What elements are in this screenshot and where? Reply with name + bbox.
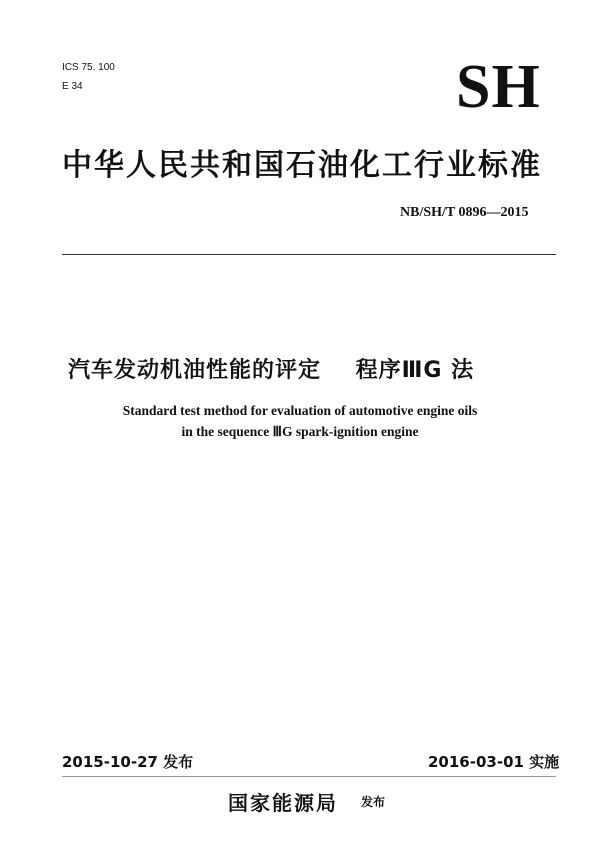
ics-code: ICS 75. 100 bbox=[62, 62, 115, 73]
issue-date: 2015-10-27 发布 bbox=[62, 753, 194, 771]
issuing-authority: 国家能源局 bbox=[228, 791, 338, 815]
document-title-en bbox=[0, 401, 600, 443]
document-title-cn: 汽车发动机油性能的评定 程序ⅢG 法 bbox=[68, 358, 475, 383]
ccs-code: E 34 bbox=[62, 81, 83, 92]
title-en-line-1: Standard test method for evaluation of automotive engine oils bbox=[122, 403, 478, 418]
issuer-suffix: 发布 bbox=[361, 795, 386, 809]
title-en-line-2: in the sequence ⅢG spark-ignition engine bbox=[181, 423, 419, 439]
standard-category-title: 中华人民共和国石油化工行业标准 bbox=[62, 148, 542, 183]
implementation-date: 2016-03-01 实施 bbox=[428, 753, 560, 771]
standard-mark: SH bbox=[456, 53, 541, 121]
header-divider bbox=[62, 254, 556, 255]
standard-number: NB/SH/T 0896—2015 bbox=[400, 205, 529, 220]
footer-divider bbox=[62, 776, 556, 777]
